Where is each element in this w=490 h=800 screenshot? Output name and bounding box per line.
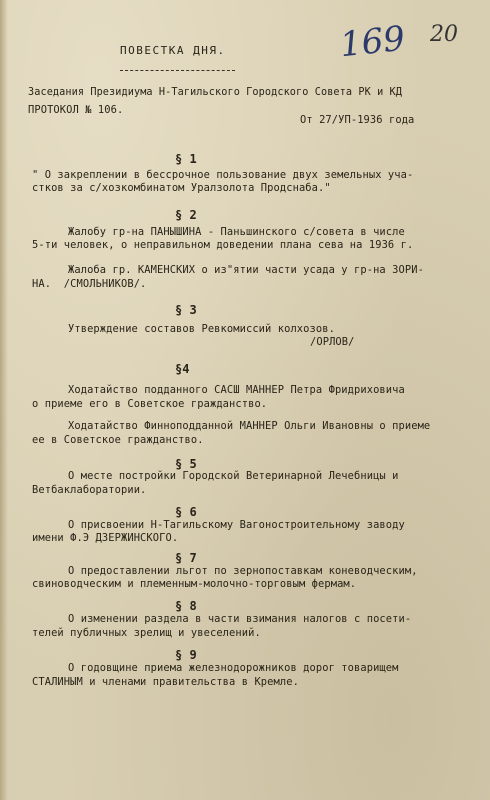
section-heading-6: § 6	[175, 505, 197, 519]
section-heading-2: § 2	[175, 208, 197, 222]
protocol-number: ПРОТОКОЛ № 106.	[28, 104, 124, 116]
section-5-line-2: Ветбаклаборатории.	[32, 484, 147, 496]
section-heading-7: § 7	[175, 551, 197, 565]
section-heading-3: § 3	[175, 303, 197, 317]
page-edge-shadow	[0, 0, 8, 800]
section-4-line-4: ее в Советское гражданство.	[32, 434, 204, 446]
section-9-line-2: СТАЛИНЫМ и членами правительства в Кремле.	[32, 676, 299, 688]
section-1-line-1: " О закреплении в бессрочное пользование двух земельных уча-	[32, 169, 414, 181]
section-5-line-1: О месте постройки Городской Ветеринарной Лечебницы и	[68, 470, 399, 482]
section-heading-8: § 8	[175, 599, 197, 613]
section-3-line-2: /ОРЛОВ/	[310, 336, 355, 348]
section-6-line-1: О присвоении Н-Тагильскому Вагоностроительному заводу	[68, 519, 405, 531]
section-heading-9: § 9	[175, 648, 197, 662]
section-6-line-2: имени Ф.Э ДЗЕРЖИНСКОГО.	[32, 532, 179, 544]
handwritten-page-number: 169	[338, 18, 407, 66]
section-2-line-2: 5-ти человек, о неправильном доведении плана сева на 1936 г.	[32, 239, 414, 251]
section-2-line-4: НА. /СМОЛЬНИКОВ/.	[32, 278, 147, 290]
protocol-date: От 27/УП-1936 года	[300, 114, 415, 126]
section-3-line-1: Утверждение составов Ревкомиссий колхозов.	[68, 323, 335, 335]
section-7-line-1: О предоставлении льгот по зернопоставкам коневодческим,	[68, 565, 418, 577]
section-2-line-1: Жалобу гр-на ПАНЫШИНА - Паньшинского с/совета в числе	[68, 226, 405, 238]
page-title: ПОВЕСТКА ДНЯ.	[120, 44, 226, 57]
session-line: Заседания Президиума Н-Тагильского Городского Совета РК и КД	[28, 87, 403, 98]
section-2-line-3: Жалоба гр. КАМЕНСКИХ о из"ятии части усада у гр-на ЗОРИ-	[68, 264, 424, 276]
handwritten-corner-number: 20	[430, 22, 458, 47]
section-9-line-1: О годовщине приема железнодорожников дорог товарищем	[68, 662, 399, 674]
section-heading-4: §4	[175, 362, 190, 376]
section-1-line-2: стков за с/хозкомбинатом Уралзолота Продснаба."	[32, 182, 331, 194]
section-heading-1: § 1	[175, 152, 197, 166]
section-8-line-2: телей публичных зрелищ и увеселений.	[32, 627, 261, 639]
section-4-line-2: о приеме его в Советское гражданство.	[32, 398, 268, 410]
title-underline	[120, 70, 235, 71]
section-8-line-1: О изменении раздела в части взимания налогов с посети-	[68, 613, 412, 625]
section-heading-5: § 5	[175, 457, 197, 471]
section-4-line-3: Ходатайство Финноподданной МАННЕР Ольги Ивановны о приеме	[68, 420, 431, 432]
section-4-line-1: Ходатайство подданного САСШ МАННЕР Петра Фридриховича	[68, 384, 405, 396]
section-7-line-2: свиноводческим и племенным-молочно-торговым фермам.	[32, 578, 357, 590]
